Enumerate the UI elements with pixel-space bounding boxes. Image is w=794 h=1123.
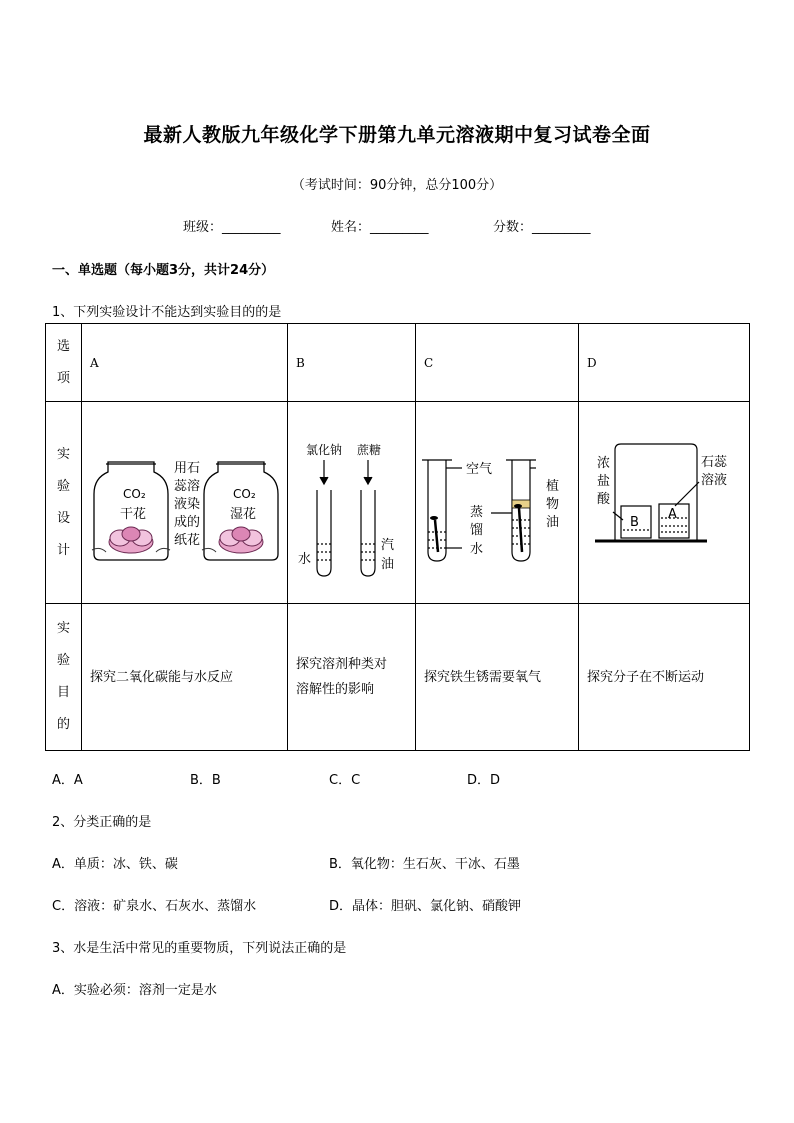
class-field: 班级：_________ bbox=[183, 220, 281, 235]
iron-nail-icon bbox=[430, 516, 438, 552]
svg-text:浓: 浓 bbox=[597, 456, 611, 471]
table-row-design bbox=[46, 402, 750, 604]
q1-option-a[interactable]: A．A bbox=[52, 773, 83, 788]
q2-option-a[interactable]: A．单质：冰、铁、碳 bbox=[52, 857, 178, 872]
experiment-table bbox=[45, 323, 750, 751]
design-d-cell bbox=[579, 402, 750, 604]
jars-diagram bbox=[82, 402, 288, 599]
design-b-cell bbox=[288, 402, 416, 604]
purpose-c: 探究铁生锈需要氧气 bbox=[416, 604, 579, 751]
svg-text:水: 水 bbox=[298, 552, 312, 567]
col-header-c: C bbox=[416, 324, 579, 402]
svg-text:蕊溶: 蕊溶 bbox=[174, 479, 201, 494]
q2-option-b[interactable]: B．氧化物：生石灰、干冰、石墨 bbox=[329, 857, 520, 872]
table-row-options bbox=[46, 324, 750, 402]
q3-option-a[interactable]: A．实验必须：溶剂一定是水 bbox=[52, 983, 217, 998]
svg-text:蒸: 蒸 bbox=[470, 505, 484, 520]
col-header-a: A bbox=[82, 324, 288, 402]
rust-tubes-diagram bbox=[416, 402, 579, 599]
svg-text:水: 水 bbox=[470, 542, 484, 557]
svg-text:物: 物 bbox=[546, 497, 560, 512]
svg-text:液染: 液染 bbox=[174, 497, 201, 512]
svg-text:盐: 盐 bbox=[597, 474, 611, 489]
row-header-purpose: 实 验 目 的 bbox=[46, 604, 82, 751]
svg-text:CO₂: CO₂ bbox=[233, 487, 256, 501]
svg-text:馏: 馏 bbox=[470, 523, 484, 538]
purpose-b: 探究溶剂种类对 溶解性的影响 bbox=[288, 604, 416, 751]
score-field: 分数：_________ bbox=[493, 220, 591, 235]
test-tubes-diagram bbox=[288, 402, 416, 599]
question-2-stem: 2、分类正确的是 bbox=[52, 815, 152, 830]
svg-text:氯化钠: 氯化钠 bbox=[306, 443, 343, 457]
q1-option-c[interactable]: C．C bbox=[329, 773, 361, 788]
svg-text:CO₂: CO₂ bbox=[123, 487, 146, 501]
question-3-stem: 3、水是生活中常见的重要物质，下列说法正确的是 bbox=[52, 941, 347, 956]
col-header-d: D bbox=[579, 324, 750, 402]
svg-text:油: 油 bbox=[381, 557, 395, 572]
section-heading: 一、单选题（每小题3分，共计24分） bbox=[52, 263, 275, 278]
svg-text:B: B bbox=[630, 515, 639, 530]
svg-text:用石: 用石 bbox=[174, 461, 201, 476]
svg-text:植: 植 bbox=[546, 479, 560, 494]
q2-option-d[interactable]: D．晶体：胆矾、氯化钠、硝酸钾 bbox=[329, 899, 522, 914]
row-header-option: 选 项 bbox=[46, 324, 82, 402]
row-header-design: 实 验 设 计 bbox=[46, 402, 82, 604]
svg-text:汽: 汽 bbox=[381, 538, 395, 553]
design-c-cell bbox=[416, 402, 579, 604]
flower-icon bbox=[202, 527, 263, 553]
design-a-cell bbox=[82, 402, 288, 604]
svg-text:纸花: 纸花 bbox=[174, 533, 201, 548]
purpose-d: 探究分子在不断运动 bbox=[579, 604, 750, 751]
svg-text:湿花: 湿花 bbox=[230, 507, 257, 522]
purpose-a: 探究二氧化碳能与水反应 bbox=[82, 604, 288, 751]
svg-text:油: 油 bbox=[546, 515, 560, 530]
q1-option-b[interactable]: B．B bbox=[190, 773, 221, 788]
svg-text:酸: 酸 bbox=[597, 492, 611, 507]
svg-text:A: A bbox=[668, 507, 677, 522]
svg-text:空气: 空气 bbox=[466, 462, 493, 477]
col-header-b: B bbox=[288, 324, 416, 402]
table-row-purpose bbox=[46, 604, 750, 751]
flower-icon bbox=[92, 527, 170, 553]
exam-subtitle: （考试时间：90分钟，总分100分） bbox=[291, 178, 503, 193]
svg-text:蔗糖: 蔗糖 bbox=[357, 443, 382, 457]
q1-option-d[interactable]: D．D bbox=[467, 773, 501, 788]
svg-text:干花: 干花 bbox=[120, 507, 147, 522]
svg-text:成的: 成的 bbox=[174, 515, 201, 530]
name-field: 姓名：_________ bbox=[331, 220, 429, 235]
q2-option-c[interactable]: C．溶液：矿泉水、石灰水、蒸馏水 bbox=[52, 899, 257, 914]
svg-text:溶液: 溶液 bbox=[701, 473, 728, 488]
svg-text:石蕊: 石蕊 bbox=[701, 455, 728, 470]
bell-jar-diagram bbox=[579, 402, 750, 599]
question-1-stem: 1、下列实验设计不能达到实验目的的是 bbox=[52, 305, 282, 320]
page-title: 最新人教版九年级化学下册第九单元溶液期中复习试卷全面 bbox=[143, 124, 651, 146]
